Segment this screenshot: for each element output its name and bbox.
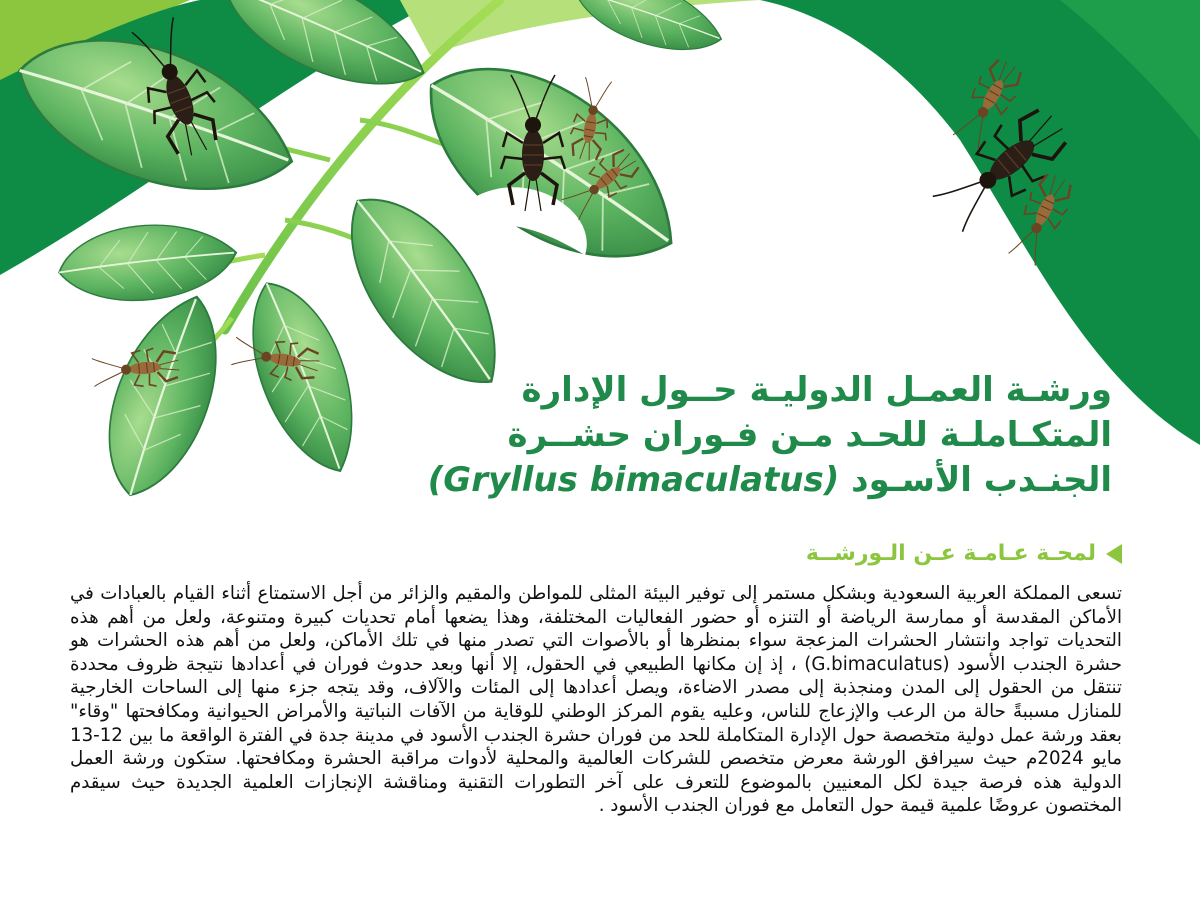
leaf-left-mid — [56, 218, 240, 308]
title-line-1: ورشـة العمـل الدوليـة حــول الإدارة — [521, 370, 1112, 410]
title-line-2: المتكـاملـة للحـد مـن فـوران حشــرة — [507, 415, 1112, 455]
body-paragraph: تسعى المملكة العربية السعودية وبشكل مستمر إلى توفير البيئة المثلى للمواطن والمقيم والزائر من أجل الاستمتاع أثناء القيام بالعبادات في الأماكن المقدسة أو ممارسة الرياضة أو التنزه أو حضور الفعاليات المختلفة، وهذا يضعها أمام تحديات كبيرة ومتنوعة، ولعل من أهم هذه التحديات تواجد وانتشار الحشرات المزعجة سواء بمنظرها أو بالأصوات التي تصدر منها في تلك الأماكن، ولعل من أهم هذه الحشرات هو حشرة الجندب الأسود (G.bimaculatus) ، إذ إن مكانها الطبيعي في الحقول، إلا أنها وبعد حدوث فوران في أعدادها نتيجة ظروف محددة تنتقل من الحقول إلى المدن ومنجذبة إلى مصدر الاضاءة، ويصل أعدادها إلى المئات والآلاف، وقد يتجه جزء منها إلى الساحات الخارجية للمنازل مسببةً حالة من الرعب والإزعاج للناس، وعليه يقوم المركز الوطني للوقاية من الآفات النباتية والأمراض الحيوانية ومكافحتها "وقاء" بعقد ورشة عمل دولية متخصصة حول الإدارة المتكاملة للحد من فوران حشرة الجندب الأسود في مدينة جدة في الفترة الواقعة ما بين 12-13 مايو 2024م حيث سيرافق الورشة معرض متخصص للشركات العالمية والمحلية لأدوات مراقبة الحشرة ومكافحتها. ستكون ورشة العمل الدولية هذه فرصة جيدة لكل المعنيين بالموضوع للتعرف على آخر التطورات التقنية ومناقشة الإنجازات العلمية الجديدة حيث سيقدم المختصون عروضًا علمية قيمة حول التعامل مع فوران الجندب الأسود . — [70, 583, 1122, 817]
title-arabic-species: الجنـدب الأسـود — [851, 460, 1112, 500]
leaf-bottom-left — [85, 282, 242, 510]
title-latin-species: (Gryllus bimaculatus) — [427, 460, 840, 500]
triangle-left-icon — [1106, 544, 1122, 564]
section-heading — [806, 541, 1122, 566]
section-heading-text: لمحـة عـامـة عـن الـورشــة — [805, 541, 1096, 566]
title-line-3 — [427, 458, 1112, 503]
workshop-title — [427, 368, 1112, 503]
body-text — [70, 582, 1122, 818]
leaf-top-right — [565, 0, 730, 68]
